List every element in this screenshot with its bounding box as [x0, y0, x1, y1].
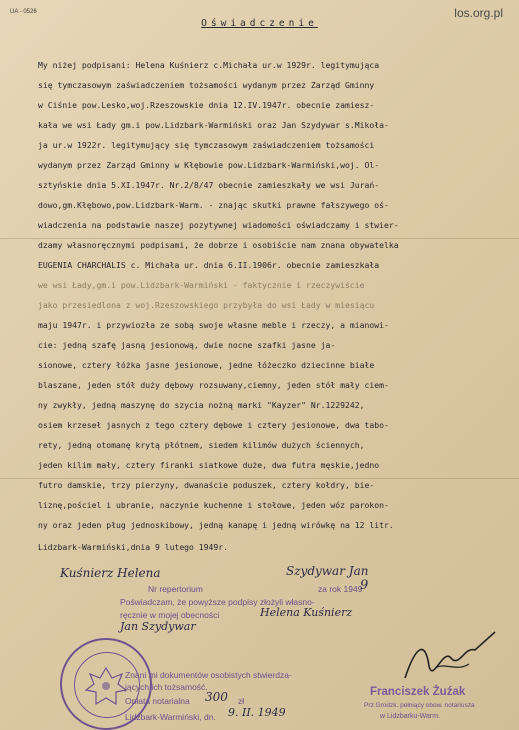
body-line: ja ur.w 1922r. legitymujący się tymczasowym zaświadczeniem tożsamości — [38, 140, 375, 150]
body-line: we wsi Łady,gm.i pow.Lidzbark-Warmiński - faktycznie i rzeczywiście — [38, 280, 365, 290]
notary-title-2: w Lidzbarku-Warm. — [380, 713, 441, 720]
certify-line-1: Poświadczam, że powyższe podpisy złożyli własno- — [120, 597, 315, 607]
body-line: My niżej podpisani: Helena Kuśnierz c.Michała ur.w 1929r. legitymująca — [38, 60, 380, 70]
signature-jan-2: Jan Szydywar — [120, 620, 196, 633]
signature-jan: Szydywar Jan — [286, 564, 369, 578]
body-line: sztyńskie dnia 5.XI.1947r. Nr.2/8/47 obecnie zamieszkały we wsi Jurań- — [38, 180, 380, 190]
body-line: ny oraz jeden pług jednoskibowy, jedną kanapę i jedną wirówkę na 12 litr. — [38, 520, 394, 530]
document-title: Oświadczenie — [201, 18, 318, 29]
body-line: futro damskie, trzy pierzyny, dwanaście poduszek, cztery kołdry, bie- — [38, 480, 375, 490]
fee-suffix: zł — [238, 696, 245, 706]
place-date: Lidzbark-Warmiński, dn. — [125, 712, 216, 722]
paper-fold — [0, 238, 519, 239]
fee-value: 300 — [205, 690, 228, 704]
body-line: wydanym przez Zarząd Gminny w Kłębowie pow.Lidzbark-Warmiński,woj. Ol- — [38, 160, 380, 170]
notary-seal — [60, 638, 152, 730]
body-line: w Ciśnie pow.Lesko,woj.Rzeszowskie dnia 12.IV.1947r. obecnie zamiesz- — [38, 100, 375, 110]
signature-helena-2: Helena Kuśnierz — [260, 606, 353, 619]
repertorium-year: za rok 1949 — [318, 584, 363, 594]
body-line: cie: jedną szafę jasną jesionową, dwie nocne szafki jasne ja- — [38, 340, 336, 350]
seal-emblem — [60, 638, 152, 730]
body-line: dzamy własnoręcznymi podpisami, że dobrze i osobiście nam znana obywatelka — [38, 240, 399, 250]
watermark: los.org.pl — [454, 6, 503, 20]
known-line-1: Znani mi dokumentów osobistych stwierdza- — [125, 670, 292, 680]
body-line: ny zwykły, jedną maszynę do szycia nożną marki "Kayzer" Nr.1229242, — [38, 400, 365, 410]
body-line: jeden kilim mały, cztery firanki siatkowe duże, dwa futra męskie,jedno — [38, 460, 380, 470]
archive-ref: UA - 0526 — [10, 9, 37, 15]
paper-fold — [0, 478, 519, 479]
repertorium-label: Nr repertorium — [148, 584, 203, 594]
certify-line-2: ręcznie w mojej obecności — [120, 610, 220, 620]
body-line: jako przesiedlona z woj.Rzeszowskiego przybyła do wsi Łady w miesiącu — [38, 300, 375, 310]
body-line: liznę,pościel i ubranie, naczynie kuchenne i stołowe, jeden wóz parokon- — [38, 500, 389, 510]
body-line: sionowe, cztery łóżka jasne jesionowe, jedne łóżeczko dziecinne białe — [38, 360, 375, 370]
notary-name: Franciszek Żuźak — [370, 686, 466, 698]
notary-signature — [395, 628, 505, 688]
date-handwritten: 9. II. 1949 — [228, 706, 286, 719]
repertorium-year-handwritten: 9 — [360, 578, 369, 593]
known-line-2: jących ich tożsamość. — [125, 682, 208, 692]
signature-helena: Kuśnierz Helena — [60, 566, 161, 580]
body-line: blaszane, jeden stół duży dębowy rozsuwany,ciemny, jeden stół mały ciem- — [38, 380, 389, 390]
body-line: osiem krzeseł jasnych z tego cztery dębowe i cztery jesionowe, dwa tabo- — [38, 420, 389, 430]
body-line: EUGENIA CHARCHALIS c. Michała ur. dnia 6.II.1906r. obecnie zamieszkała — [38, 260, 380, 270]
body-line: dowo,gm.Kłębowo,pow.Lidzbark-Warm. - znając skutki prawne fałszywego oś- — [38, 200, 389, 210]
body-line: rety, jedną otomanę krytą płótnem, siedem kilimów dużych ściennych, — [38, 440, 365, 450]
body-line: Lidzbark-Warmiński,dnia 9 lutego 1949r. — [38, 542, 229, 552]
body-line: kała we wsi Łady gm.i pow.Lidzbark-Warmiński oraz Jan Szydywar s.Mikoła- — [38, 120, 389, 130]
body-line: maju 1947r. i przywiozła ze sobą swoje własne meble i rzeczy, a mianowi- — [38, 320, 389, 330]
body-line: się tymczasowym zaświadczeniem tożsamości wydanym przez Zarząd Gminny — [38, 80, 375, 90]
notary-title-1: Prz.Grodzk. pełniący obow. notariusza — [364, 702, 475, 709]
fee-label: Opłata notarialna — [125, 696, 190, 706]
body-line: wiadczenia na podstawie naszej pozytywnej wiadomości oświadczamy i stwier- — [38, 220, 399, 230]
